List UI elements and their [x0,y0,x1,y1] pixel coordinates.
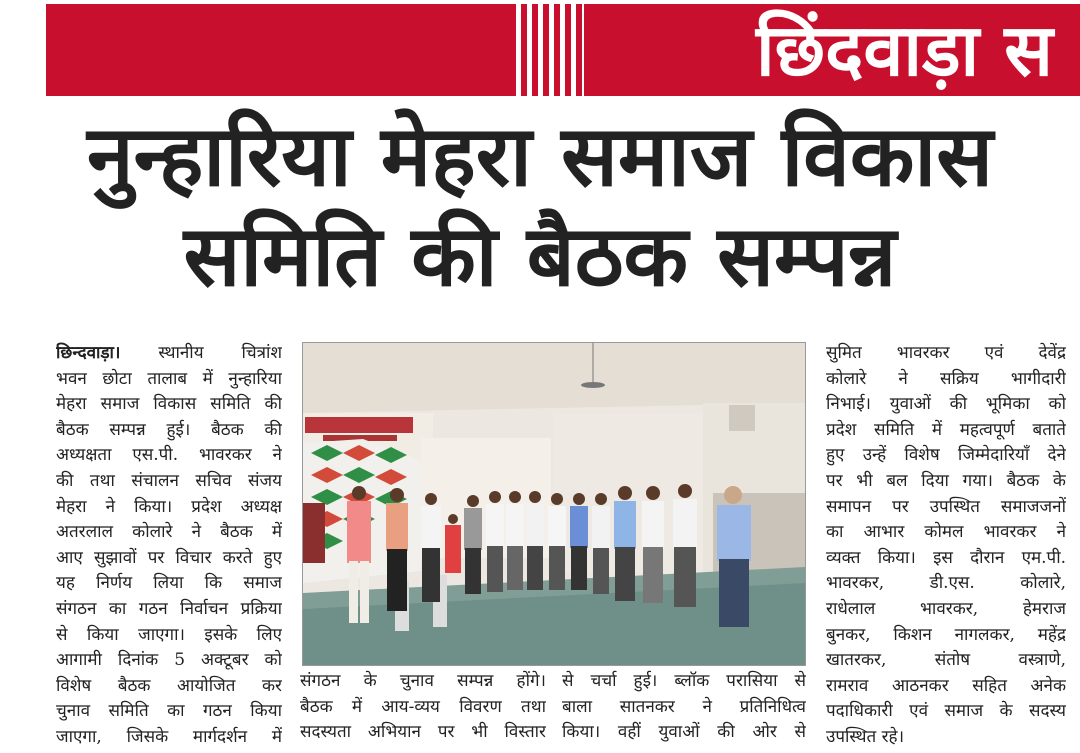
article-line: की तथा संचालन सचिव संजय [56,470,282,491]
article-line: उपस्थित रहे। [826,726,905,747]
article-line: मेहरा समाज विकास समिति की [56,394,282,415]
article-line: मेहरा ने किया। प्रदेश अध्यक्ष [56,496,282,517]
article-line-text: स्थानीय चित्रांश [158,343,282,363]
article-line: जाएगा, जिसके मार्गदर्शन में [56,726,282,747]
article-line: प्रदेश समिति में महत्वपूर्ण बताते [826,419,1066,440]
article-line: कोलारे ने सक्रिय भागीदारी [826,368,1066,389]
article-line: बाला सातनकर ने प्रतिनिधित्व [562,696,806,717]
headline-line-2: समिति की बैठक सम्पन्न [183,207,897,305]
article-line: खातरकर, संतोष वस्त्राणे, [826,650,1066,671]
article-line: भावरकर, डी.एस. कोलारे, [826,573,1066,594]
article-line: समापन पर उपस्थित समाजजनों [826,496,1066,517]
article-line: किया। वहीं युवाओं की ओर से [562,722,806,743]
article-line: बुनकर, किशन नागलकर, महेंद्र [826,624,1066,645]
article-line: विशेष बैठक आयोजित कर [56,675,282,696]
section-banner [46,4,1080,96]
article-line: संगठन के चुनाव सम्पन्न होंगे। [300,671,546,691]
article-line: हुए उन्हें विशेष जिम्मेदारियाँ देने [826,445,1066,466]
article-line: से चर्चा हुई। ब्लॉक परासिया से [562,671,806,691]
article-column-right [826,341,1066,751]
article-line [56,341,282,367]
article-line: व्यक्त किया। इस दौरान एम.पी. [826,547,1066,568]
article-line: निभाई। युवाओं की भूमिका को [826,394,1066,415]
article-line: चुनाव समिति का गठन किया [56,701,282,722]
article-line: भवन छोटा तालाब में नुन्हारिया [56,368,282,389]
article-line: अतरलाल कोलारे ने बैठक में [56,522,282,543]
article-column-left [56,341,282,751]
banner-stripes [516,4,584,96]
article-line: रामराव आठनकर सहित अनेक [826,675,1066,696]
headline-line-1: नुन्हारिया मेहरा समाज विकास [87,107,993,205]
article-line: पर भी बल दिया गया। बैठक के [826,470,1066,491]
article-line: राधेलाल भावरकर, हेमराज [826,598,1066,619]
section-title: छिंदवाड़ा स [756,8,1053,92]
article-column-mid-1 [300,669,546,753]
article-line: बैठक सम्पन्न हुई। बैठक की [56,419,282,440]
meeting-photo [302,342,806,666]
article-line: बैठक में आय-व्यय विवरण तथा [300,696,546,717]
article-line: का आभार कोमल भावरकर ने [826,522,1066,543]
article-line: यह निर्णय लिया कि समाज [56,573,282,594]
article-line: आए सुझावों पर विचार करते हुए [56,547,282,568]
headline [0,106,1080,306]
article-column-mid-2 [562,669,806,753]
article-line: सदस्यता अभियान पर भी विस्तार [300,722,546,743]
article-line: आगामी दिनांक 5 अक्टूबर को [56,650,282,671]
article-line: सुमित भावरकर एवं देवेंद्र [826,343,1066,363]
meeting-photo-image [303,343,805,665]
article-line: अध्यक्षता एस.पी. भावरकर ने [56,445,282,466]
dateline: छिन्दवाड़ा। [56,343,121,363]
article-line: संगठन का गठन निर्वाचन प्रक्रिया [56,598,282,619]
article-line: पदाधिकारी एवं समाज के सदस्य [826,701,1066,722]
article-line: से किया जाएगा। इसके लिए [56,624,282,645]
